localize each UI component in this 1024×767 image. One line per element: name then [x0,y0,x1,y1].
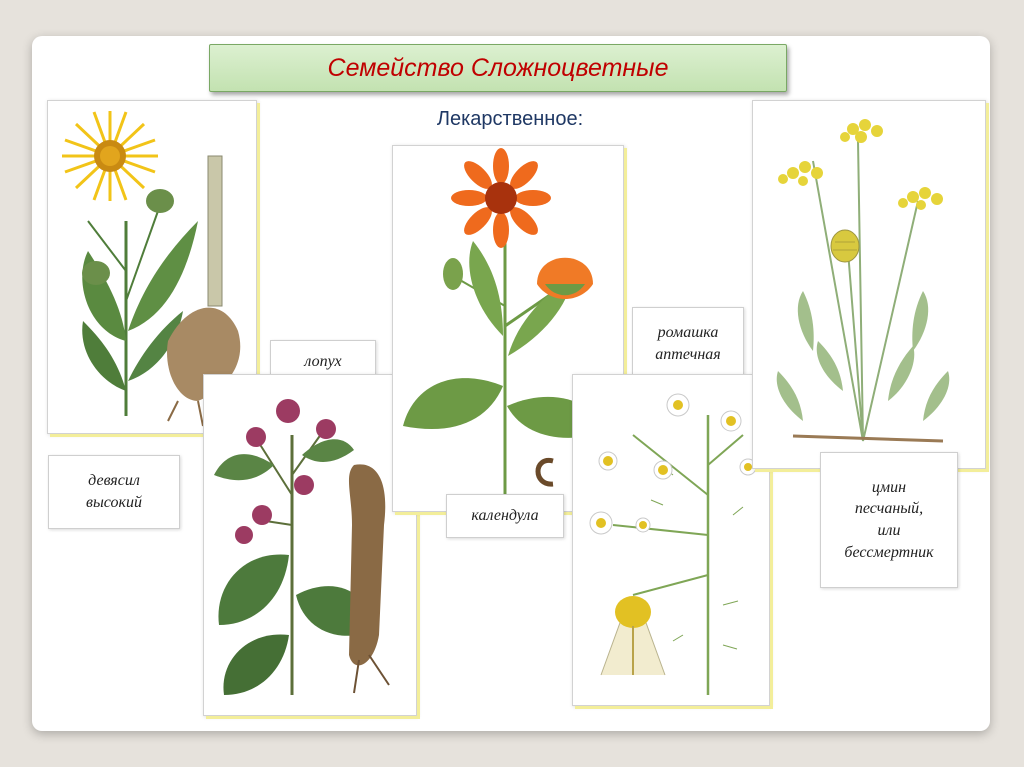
chamomile-label-line-1: ромашка [657,324,719,342]
calendula-label-line-1: календула [471,507,539,525]
calendula-flower [451,148,551,248]
chamomile-illustration [573,375,769,705]
burdock-illustration [204,375,416,715]
burdock-label-line-1: лопух [304,353,342,371]
immortelle-label-line-1: цмин [871,478,907,496]
elecampane-label-line-2: высокий [86,494,142,511]
calendula-label [446,494,564,538]
chamomile-label [632,307,744,381]
title-banner [209,44,787,92]
immortelle-label-line-4: бессмертник [844,543,934,561]
chamomile-flowers [590,394,756,534]
chamomile-label-line-2: аптечная [655,346,721,363]
immortelle-label [820,452,958,588]
chamomile-card [572,374,770,706]
slide-title: Семейство Сложноцветные [327,53,669,82]
immortelle-label-line-3: или [877,522,901,539]
immortelle-illustration [753,101,985,468]
calendula-bud [537,258,593,299]
elecampane-label-line-1: девясил [88,472,140,490]
elecampane-flower [62,111,158,201]
immortelle-label-line-2: песчаный, [854,500,924,518]
immortelle-card [752,100,986,469]
burdock-card [203,374,417,716]
immortelle-head-detail [831,230,859,262]
slide-subtitle: Лекарственное: [436,108,584,130]
chamomile-cross-section [601,596,665,675]
immortelle-flowers [778,119,943,210]
elecampane-label [48,455,180,529]
